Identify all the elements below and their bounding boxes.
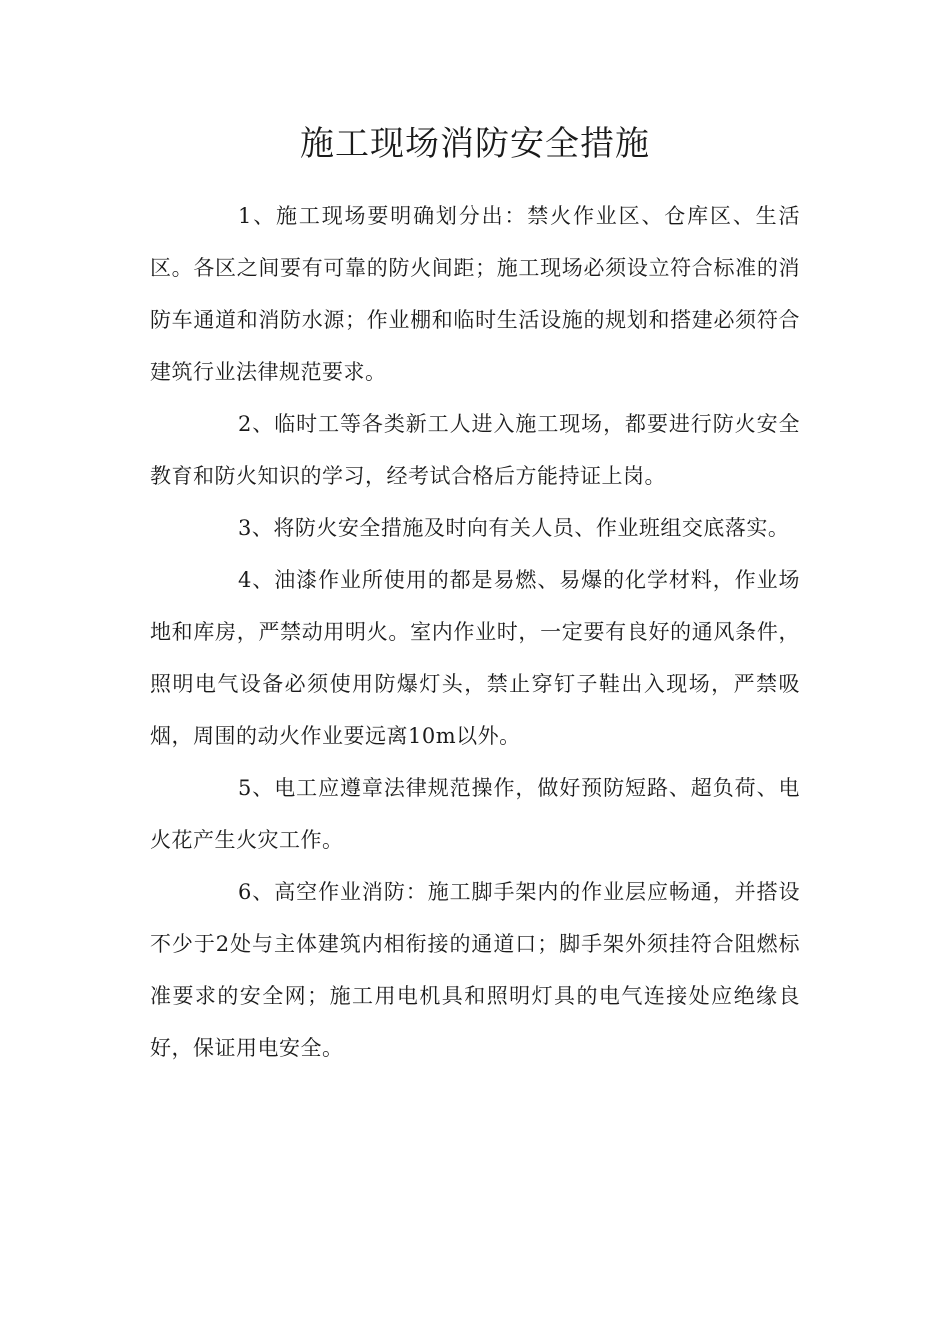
paragraph-1: 1、施工现场要明确划分出：禁火作业区、仓库区、生活区。各区之间要有可靠的防火间距；施工现场必须设立符合标准的消防车通道和消防水源；作业棚和临时生活设施的规划和搭建必须符合建筑行业法律规范要求。 (150, 204, 800, 384)
document-body (150, 190, 800, 1074)
document-title: 施工现场消防安全措施 (300, 124, 650, 164)
paragraph-2: 2、临时工等各类新工人进入施工现场，都要进行防火安全教育和防火知识的学习，经考试合格后方能持证上岗。 (150, 412, 800, 488)
paragraph-6: 6、高空作业消防：施工脚手架内的作业层应畅通，并搭设不少于2处与主体建筑内相衔接的通道口；脚手架外须挂符合阻燃标准要求的安全网；施工用电机具和照明灯具的电气连接处应绝缘良好，保证用电安全。 (150, 880, 800, 1060)
paragraph-3: 3、将防火安全措施及时向有关人员、作业班组交底落实。 (238, 516, 790, 540)
paragraph-5: 5、电工应遵章法律规范操作，做好预防短路、超负荷、电火花产生火灾工作。 (150, 776, 800, 852)
paragraph-4: 4、油漆作业所使用的都是易燃、易爆的化学材料，作业场地和库房，严禁动用明火。室内作业时，一定要有良好的通风条件，照明电气设备必须使用防爆灯头，禁止穿钉子鞋出入现场，严禁吸烟，周围的动火作业要远离10m以外。 (150, 568, 800, 748)
